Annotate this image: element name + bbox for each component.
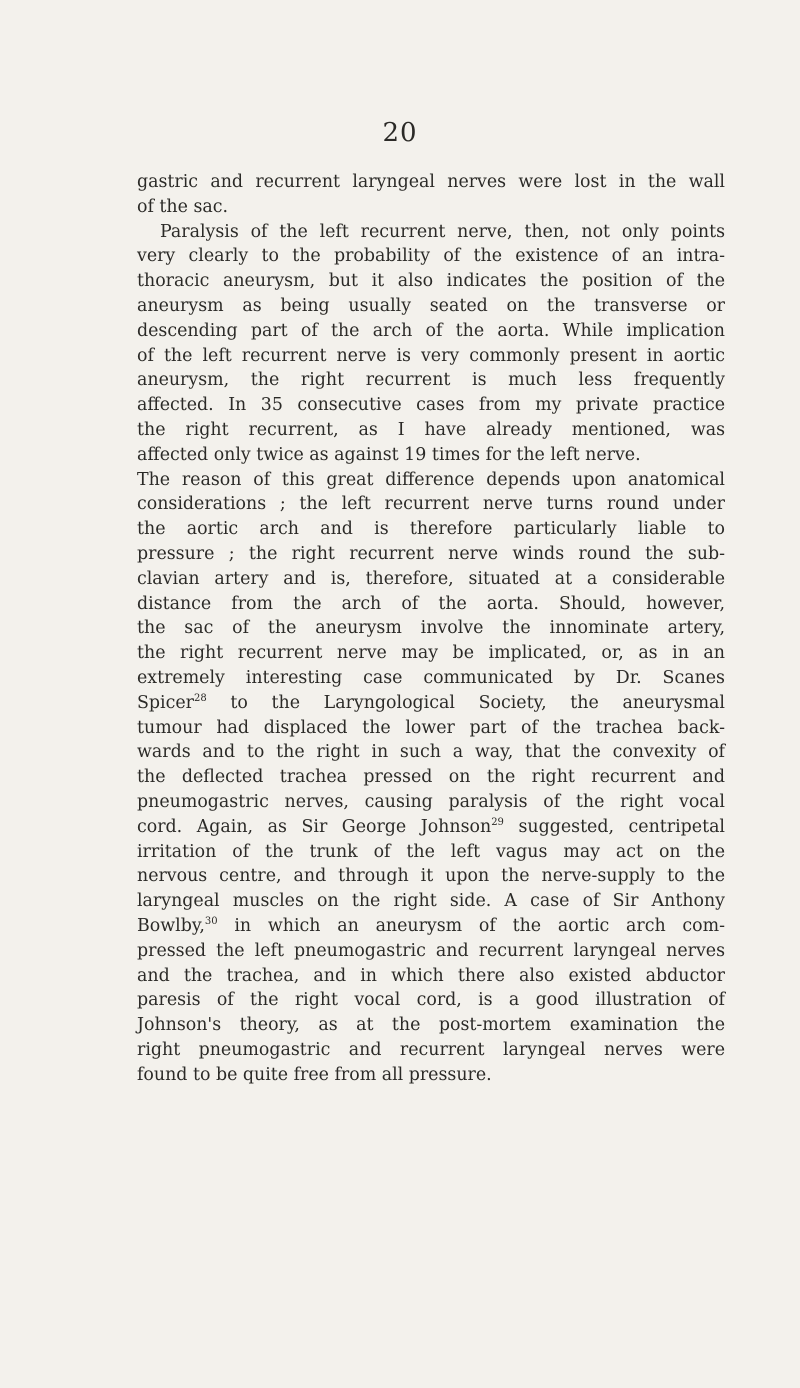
text-line bbox=[137, 567, 725, 592]
text-run: suggested, centripetal bbox=[503, 816, 725, 837]
text-line bbox=[137, 170, 725, 195]
text-line bbox=[137, 244, 725, 269]
body-text bbox=[137, 170, 725, 1087]
text-line bbox=[137, 691, 725, 716]
text-line bbox=[137, 988, 725, 1013]
text-run: distance from the arch of the aorta. Should, however, bbox=[137, 593, 725, 614]
text-line bbox=[137, 964, 725, 989]
footnote-reference: 30 bbox=[204, 915, 218, 927]
text-line bbox=[137, 492, 725, 517]
text-run: in which an aneurysm of the aortic arch com- bbox=[217, 915, 725, 936]
text-line bbox=[137, 889, 725, 914]
text-run: The reason of this great difference depends upon anatomical bbox=[137, 469, 725, 490]
text-line bbox=[137, 790, 725, 815]
text-run: paresis of the right vocal cord, is a good illustration of bbox=[137, 990, 725, 1011]
text-run: thoracic aneurysm, but it also indicates the position of the bbox=[137, 271, 725, 292]
text-line bbox=[137, 443, 725, 468]
text-run: pressed the left pneumogastric and recurrent laryngeal nerves bbox=[137, 940, 725, 961]
text-line bbox=[137, 815, 725, 840]
text-line bbox=[137, 666, 725, 691]
text-run: irritation of the trunk of the left vagus may act on the bbox=[137, 841, 725, 862]
text-line bbox=[137, 641, 725, 666]
text-line bbox=[137, 344, 725, 369]
text-run: right pneumogastric and recurrent laryngeal nerves were bbox=[137, 1039, 725, 1060]
text-line bbox=[137, 1013, 725, 1038]
text-run: cord. Again, as Sir George Johnson bbox=[137, 816, 492, 837]
text-run: wards and to the right in such a way, that the convexity of bbox=[137, 742, 725, 763]
text-run: considerations ; the left recurrent nerve turns round under bbox=[137, 494, 725, 515]
text-line bbox=[137, 765, 725, 790]
text-run: to the Laryngological Society, the aneurysmal bbox=[206, 692, 725, 713]
text-line bbox=[137, 1038, 725, 1063]
text-line bbox=[137, 616, 725, 641]
page-number: 20 bbox=[382, 118, 418, 148]
text-line bbox=[137, 368, 725, 393]
footnote-reference: 28 bbox=[193, 692, 207, 704]
text-run: aneurysm, the right recurrent is much less frequently bbox=[137, 370, 725, 391]
text-line bbox=[137, 740, 725, 765]
text-run: the sac of the aneurysm involve the innominate artery, bbox=[137, 618, 725, 639]
text-run: the right recurrent nerve may be implicated, or, as in an bbox=[137, 643, 725, 664]
text-run: and the trachea, and in which there also existed abductor bbox=[137, 965, 725, 986]
text-line bbox=[137, 220, 725, 245]
text-run: the deflected trachea pressed on the right recurrent and bbox=[137, 767, 725, 788]
text-run: gastric and recurrent laryngeal nerves were lost in the wall bbox=[137, 172, 725, 192]
text-run: of the sac. bbox=[137, 196, 229, 217]
text-run: Paralysis of the left recurrent nerve, then, not only points bbox=[160, 221, 725, 242]
text-line bbox=[137, 914, 725, 939]
footnote-reference: 29 bbox=[491, 816, 504, 828]
text-run: pneumogastric nerves, causing paralysis of the right vocal bbox=[137, 791, 725, 812]
text-line bbox=[137, 517, 725, 542]
text-line bbox=[137, 269, 725, 294]
text-run: affected only twice as against 19 times for the left nerve. bbox=[137, 444, 641, 465]
text-run: clavian artery and is, therefore, situated at a considerable bbox=[137, 568, 725, 589]
text-line bbox=[137, 939, 725, 964]
text-run: nervous centre, and through it upon the nerve-supply to the bbox=[137, 866, 725, 887]
text-line bbox=[137, 716, 725, 741]
text-run: affected. In 35 consecutive cases from my private practice bbox=[137, 395, 725, 416]
text-run: extremely interesting case communicated by Dr. Scanes bbox=[137, 667, 725, 688]
text-run: descending part of the arch of the aorta. While implication bbox=[137, 320, 725, 341]
text-run: Johnson's theory, as at the post-mortem examination the bbox=[137, 1015, 725, 1036]
text-run: pressure ; the right recurrent nerve winds round the sub- bbox=[137, 543, 725, 564]
text-run: laryngeal muscles on the right side. A case of Sir Anthony bbox=[137, 891, 725, 912]
text-run: Bowlby, bbox=[137, 915, 205, 936]
text-run: Spicer bbox=[137, 692, 194, 713]
text-run: found to be quite free from all pressure. bbox=[137, 1064, 492, 1085]
text-line bbox=[137, 840, 725, 865]
text-line bbox=[137, 294, 725, 319]
text-run: the aortic arch and is therefore particularly liable to bbox=[137, 519, 725, 540]
text-line bbox=[137, 864, 725, 889]
text-line bbox=[137, 418, 725, 443]
text-line bbox=[137, 1063, 725, 1088]
text-line bbox=[137, 319, 725, 344]
text-line bbox=[137, 393, 725, 418]
text-run: aneurysm as being usually seated on the transverse or bbox=[137, 295, 725, 316]
text-line bbox=[137, 542, 725, 567]
text-run: tumour had displaced the lower part of the trachea back- bbox=[137, 717, 725, 738]
text-line bbox=[137, 468, 725, 493]
text-run: of the left recurrent nerve is very commonly present in aortic bbox=[137, 345, 725, 366]
text-run: the right recurrent, as I have already mentioned, was bbox=[137, 419, 725, 440]
text-line bbox=[137, 592, 725, 617]
text-line bbox=[137, 195, 725, 220]
text-run: very clearly to the probability of the existence of an intra- bbox=[137, 246, 725, 267]
